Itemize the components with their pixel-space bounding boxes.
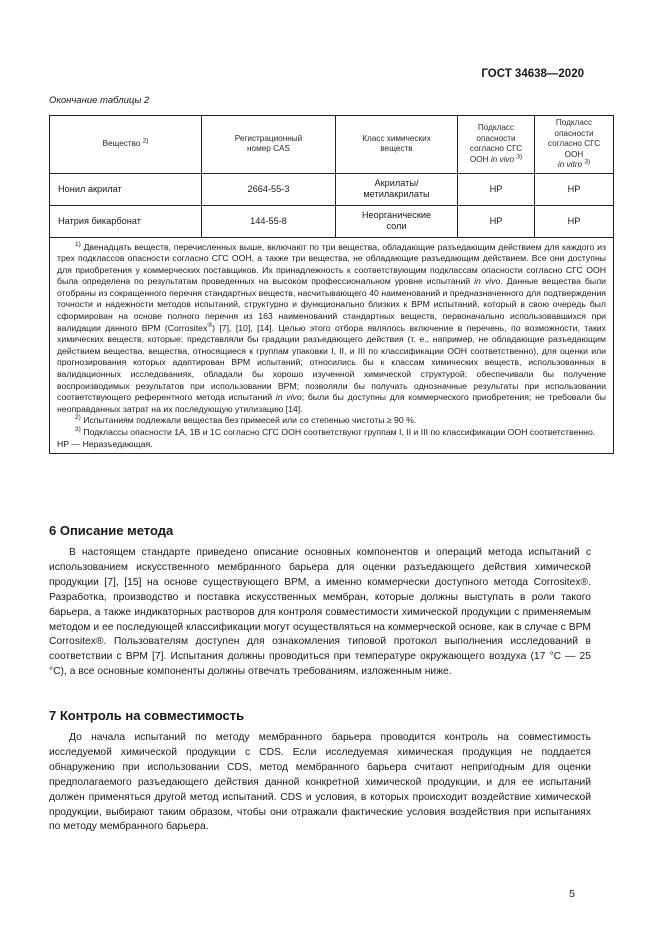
note-3: $^{3)}$ Подклассы опасности 1A, 1B и 1C согласно СГС ООН соответствуют группам I, II и III по классификации ООН соответственно. bbox=[75, 426, 596, 437]
section-7-text: До начала испытаний по методу мембранного барьера проводится контроль на совместимость исследуемой химической продукции с CDS. Если исследуемая химическая продукция не поддается обнаружению при использовании CDS, метод мембранного барьера считают непригодным для оценки предполагаемого разъедающего действия данной конкретной химической продукции, и для ее испытаний должен применяться другой метод испытаний. CDS и условия, в которых происходит воздействие химической продукции, выбирают таким образом, чтобы они отражали фактические условия воздействия при испытаниях по методу мембранного барьера. bbox=[49, 732, 591, 833]
page-number: 5 bbox=[569, 888, 575, 900]
header-cas: Регистрационный номер CAS bbox=[202, 116, 336, 174]
cell-class: Акрилаты/ метилакрилаты bbox=[336, 173, 458, 205]
table-header-row bbox=[50, 116, 614, 174]
table-row bbox=[50, 173, 614, 205]
note-1: $^{1)}$ Двенадцать веществ, перечисленных выше, включают по три вещества, обладающие разъедающим действием для каждого из трех подклассов опасности согласно СГС ООН, а также три вещества, не обладающие разъедающим действием. Все они доступны для приобретения у коммерческих поставщиков. Их принадлежность к соответствующим подклассам опасности согласно СГС ООН была определена по результатам проведенных на высоком профессиональном уровне испытаний in vivo. Данные вещества были отобраны из сокращенного перечня стандартных веществ, насчитывающего 40 наименований и предназначенного для подтверждения точности и надежности методов испытаний, структурно и функционально близких к ВРМ испытаний, который в свою очередь был сформирован на основе полного перечня из 163 наименований стандартных веществ, первоначально использовавшихся при валидации данного ВРМ (Corrositex®) [7], [10], [14]. Целью этого отбора являлось включение в перечень, по возможности, таких химических веществ, которые: представляли бы градации разъедающего действия (т. е., например, не обладающие разъедающим действием вещества, вещества, относящиеся к группам упаковки I, II, и III по классификации ООН соответственно), для оценки или прогнозирования которых адаптирован ВРМ испытаний; относились бы к классам химических веществ, использованных в валидационных исследованиях, обладали бы хорошо изученной химической структурой; обеспечивали бы получение воспроизводимых результатов при использовании ВРМ; позволяли бы получать однозначные результаты при использовании соответствующего референтного метода испытаний in vivo; были бы доступны для коммерческого приобретения; не требовали бы неоправданных затрат на их последующую утилизацию [14]. bbox=[57, 240, 607, 414]
header-class: Класс химических веществ bbox=[336, 116, 458, 174]
table-notes bbox=[50, 237, 614, 454]
document-code: ГОСТ 34638—2020 bbox=[481, 68, 584, 80]
cell-vivo: НР bbox=[458, 205, 535, 237]
cell-class: Неорганические соли bbox=[336, 205, 458, 237]
table-caption: Окончание таблицы 2 bbox=[49, 95, 150, 106]
note-4: НР — Неразъедающая. bbox=[57, 438, 153, 449]
header-in-vitro: Подкласс опасности согласно СГС ООН in vitro $^{3)}$ bbox=[535, 116, 614, 174]
cell-vitro: НР bbox=[535, 205, 614, 237]
section-6-title: 6 Описание метода bbox=[49, 523, 174, 538]
header-substance: Вещество $^{2)}$ bbox=[50, 116, 202, 174]
section-6-text: В настоящем стандарте приведено описание основных компонентов и операций метода испытаний с использованием искусственного мембранного барьера для оценки разъедающего действия химической продукции [7], [15] на основе существующего ВРМ, а именно коммерчески доступного метода Corrositex®. Разработка, производство и поставка искусственных мембран, которые должны выступать в роли такого барьера, а также индикаторных растворов для контроля совместимости химической продукции с применяемым методом и ее последующей классификации могут осуществляться на коммерческой основе, как в случае с ВРМ Corrositex®. Пользователям доступен для ознакомления типовой протокол выполнения исследований в соответствии с ВРМ [7]. Испытания должны проводиться при температуре окружающего воздуха (17 °C — 25 °C), а все основные компоненты должны отвечать требованиям, изложенным ниже. bbox=[49, 547, 591, 678]
cell-cas: 144-55-8 bbox=[202, 205, 336, 237]
header-in-vivo: Подкласс опасности согласно СГС ООН in vivo $^{3)}$ bbox=[458, 116, 535, 174]
table-row bbox=[50, 205, 614, 237]
note-2: $^{2)}$ Испытаниям подлежали вещества без примесей или со степенью чистоты ≥ 90 %. bbox=[75, 414, 417, 426]
table-notes-row bbox=[50, 237, 614, 454]
cell-cas: 2664-55-3 bbox=[202, 173, 336, 205]
substances-table bbox=[49, 115, 614, 454]
section-7-title: 7 Контроль на совместимость bbox=[49, 708, 245, 723]
cell-vivo: НР bbox=[458, 173, 535, 205]
cell-vitro: НР bbox=[535, 173, 614, 205]
cell-name: Натрия бикарбонат bbox=[50, 205, 202, 237]
cell-name: Нонил акрилат bbox=[50, 173, 202, 205]
